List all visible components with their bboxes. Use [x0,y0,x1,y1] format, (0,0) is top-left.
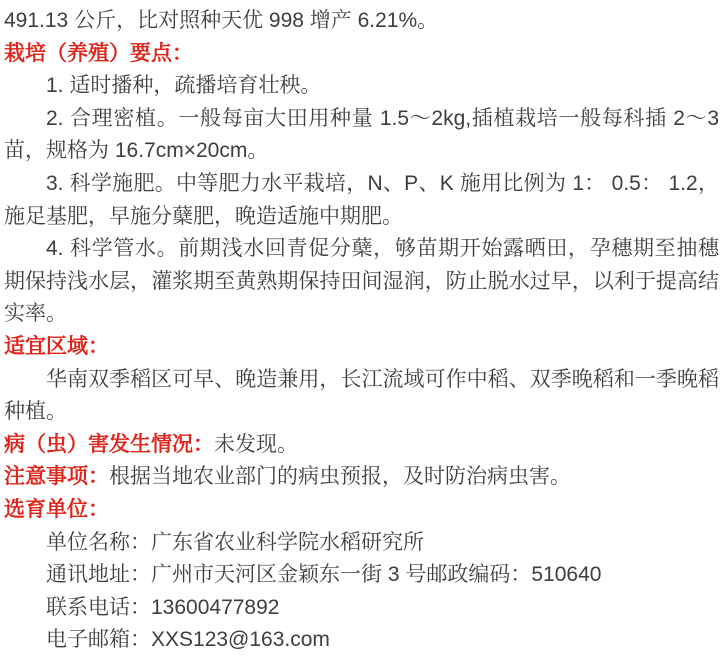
unit-name-line: 单位名称：广东省农业科学院水稻研究所 [46,530,424,554]
cultivation-point-3: 3. 科学施肥。中等肥力水平栽培，N、P、K 施用比例为 1： 0.5： 1.2，施足基肥，早施分蘖肥，晚造适施中期肥。 [4,171,719,228]
email-line: 电子邮箱：XXS123@163.com [46,628,330,652]
cultivation-point-1: 1. 适时播种，疏播培育壮秧。 [46,74,322,98]
section-heading-cultivation-points: 栽培（养殖）要点： [4,41,193,65]
cultivation-point-2: 2. 合理密植。一般每亩大田用种量 1.5～2kg,插植栽培一般每科插 2～3 苗，规格为 16.7cm×20cm。 [4,106,719,163]
mailing-address-line: 通讯地址：广州市天河区金颖东一街 3 号邮政编码：510640 [46,563,602,587]
precautions-line [4,461,719,494]
cultivation-point-4: 4. 科学管水。前期浅水回青促分蘖，够苗期开始露晒田，孕穗期至抽穗期保持浅水层，灌浆期至黄熟期保持田间湿润，防止脱水过早，以利于提高结实率。 [4,237,719,326]
disease-occurrence-line [4,429,719,462]
precautions-label: 注意事项： [4,465,109,489]
yield-comparison-paragraph: 491.13 公斤，比对照种天优 998 增产 6.21%。 [4,9,439,32]
section-heading-breeding-unit: 选育单位： [4,497,109,521]
disease-occurrence-text: 未发现。 [214,432,298,456]
contact-phone-line: 联系电话：13600477892 [46,595,280,619]
section-heading-suitable-region: 适宜区域： [4,334,109,358]
suitable-region-paragraph: 华南双季稻区可早、晚造兼用，长江流域可作中稻、双季晚稻和一季晚稻种植。 [4,367,719,424]
disease-occurrence-label: 病（虫）害发生情况： [4,432,214,456]
precautions-text: 根据当地农业部门的病虫预报，及时防治病虫害。 [109,465,571,489]
